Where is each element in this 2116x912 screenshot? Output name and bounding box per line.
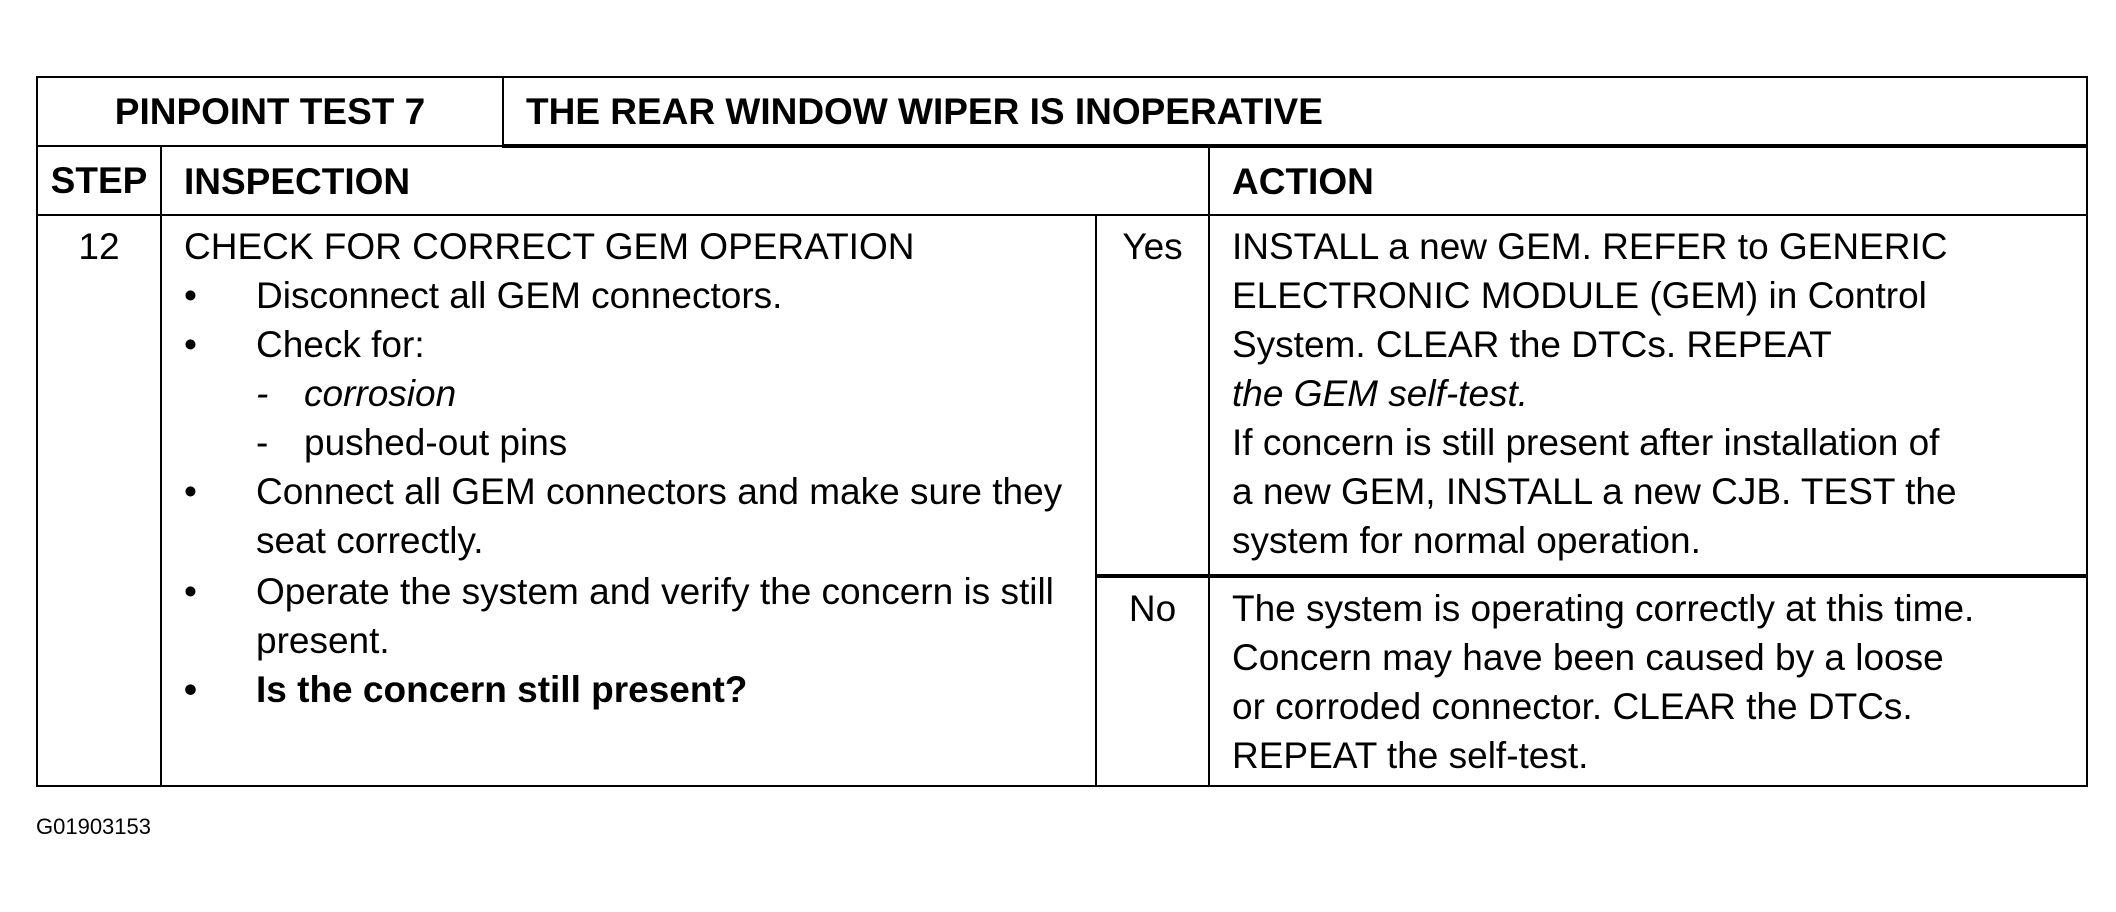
yes-action-line: If concern is still present after installation of	[1232, 422, 1940, 463]
inspection-title: CHECK FOR CORRECT GEM OPERATION	[184, 226, 915, 267]
inspection-item: • Check for:	[184, 320, 1085, 369]
no-action-line: REPEAT the self-test.	[1232, 735, 1589, 776]
yes-label: Yes	[1096, 215, 1209, 576]
inspection-cell	[161, 215, 1096, 786]
yes-action	[1209, 215, 2087, 576]
inspection-item: • Connect all GEM connectors and make sure they seat correctly.	[184, 467, 1085, 565]
step-column-header: STEP	[37, 146, 161, 215]
title-row	[37, 77, 2087, 146]
yes-action-line: ELECTRONIC MODULE (GEM) in Control	[1232, 275, 1927, 316]
no-action-line: The system is operating correctly at this time.	[1232, 588, 1975, 629]
inspection-item: • Disconnect all GEM connectors.	[184, 271, 1085, 320]
inspection-item: • Operate the system and verify the concern is still present.	[184, 567, 1085, 665]
inspection-column-header: INSPECTION	[161, 146, 1209, 215]
inspection-subitem: - pushed-out pins	[184, 418, 1085, 467]
inspection-subitem: - corrosion	[184, 369, 1085, 418]
step-row-yes	[37, 215, 2087, 576]
action-column-header: ACTION	[1209, 146, 2087, 215]
yes-action-line: system for normal operation.	[1232, 520, 1701, 561]
test-title: THE REAR WINDOW WIPER IS INOPERATIVE	[503, 77, 2087, 146]
inspection-question: • Is the concern still present?	[184, 665, 1085, 714]
pinpoint-test-table	[36, 76, 2088, 787]
yes-action-line: the GEM self-test.	[1232, 373, 1529, 414]
test-label: PINPOINT TEST 7	[37, 77, 503, 146]
no-action-line: Concern may have been caused by a loose	[1232, 637, 1944, 678]
yes-action-line: INSTALL a new GEM. REFER to GENERIC	[1232, 226, 1948, 267]
figure-code: G01903153	[36, 814, 151, 839]
yes-action-line: a new GEM, INSTALL a new CJB. TEST the	[1232, 471, 1957, 512]
no-label: No	[1096, 576, 1209, 786]
no-action-line: or corroded connector. CLEAR the DTCs.	[1232, 686, 1913, 727]
column-header-row	[37, 146, 2087, 215]
step-number: 12	[37, 215, 161, 786]
yes-action-line: System. CLEAR the DTCs. REPEAT	[1232, 324, 1832, 365]
inspection-list	[184, 271, 1085, 714]
no-action	[1209, 576, 2087, 786]
